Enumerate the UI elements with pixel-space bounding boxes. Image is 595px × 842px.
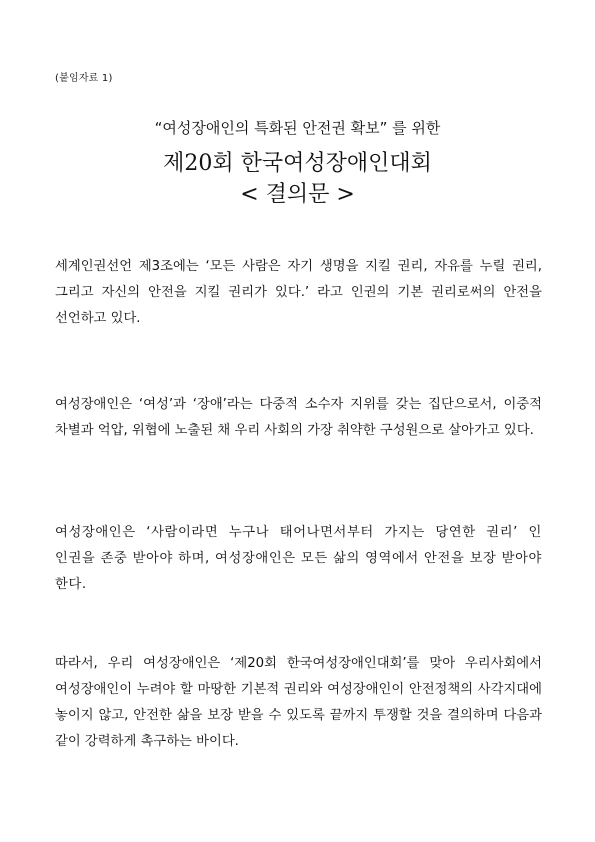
paragraph-rights: 여성장애인은 ‘사람이라면 누구나 태어나면서부터 가지는 당연한 권리’ 인 인권을 존중 받아야 하며, 여성장애인은 모든 삶의 영역에서 안전을 보장 받아야 한다.: [55, 525, 542, 592]
paragraph-declaration: 세계인권선언 제3조에는 ‘모든 사람은 자기 생명을 지킬 권리, 자유를 누릴 권리, 그리고 자신의 안전을 지킬 권리가 있다.’ 라고 인권의 기본 권리로써의 안전을 선언하고 있다.: [55, 259, 542, 326]
event-subtitle: “여성장애인의 특화된 안전권 확보” 를 위한: [154, 119, 441, 137]
event-title: 제20회 한국여성장애인대회: [163, 151, 432, 176]
paragraph-status: 여성장애인은 ‘여성’과 ‘장애’라는 다중적 소수자 지위를 갖는 집단으로서, 이중적 차별과 억압, 위협에 노출된 채 우리 사회의 가장 취약한 구성원으로 살아가고 있다.: [55, 397, 542, 438]
document-type-heading: < 결의문 >: [240, 182, 355, 207]
attachment-label: (붙임자료 1): [55, 73, 113, 84]
paragraph-resolution: 따라서, 우리 여성장애인은 ‘제20회 한국여성장애인대회’를 맞아 우리사회에서 여성장애인이 누려야 할 마땅한 기본적 권리와 여성장애인이 안전정책의 사각지대에 놓이지 않고, 안전한 삶을 보장 받을 수 있도록 끝까지 투쟁할 것을 결의하며 다음과 같이 강력하게 촉구하는 바이다.: [55, 656, 542, 749]
